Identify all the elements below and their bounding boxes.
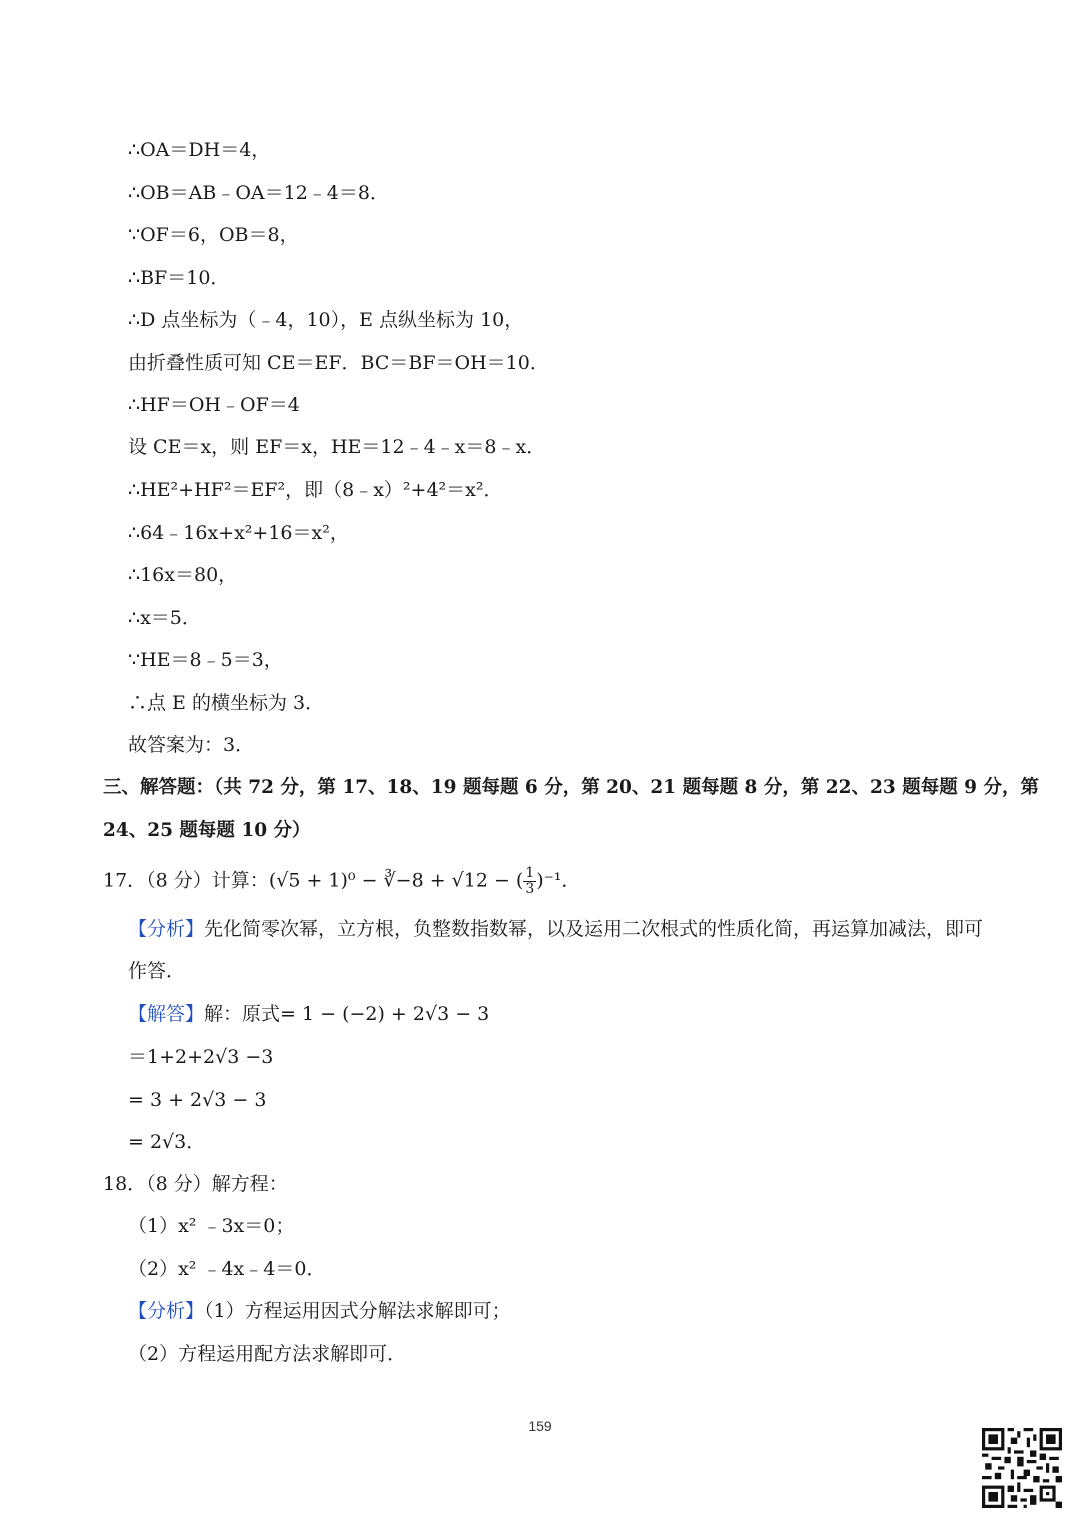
q18-analysis: 【分析】（1）方程运用因式分解法求解即可；: [128, 1300, 511, 1322]
section-heading-cont: 24、25 题每题 10 分）: [103, 820, 311, 841]
q18-part1: （1）x² ﹣3x＝0；: [128, 1215, 295, 1237]
q18-question: 18．（8 分）解方程：: [103, 1173, 288, 1195]
step-line: ∴x＝5．: [128, 607, 201, 629]
step-line: 由折叠性质可知 CE＝EF．BC＝BF＝OH＝10．: [128, 352, 549, 374]
step-line: ∴点 E 的横坐标为 3．: [128, 692, 325, 714]
q18-analysis-cont: （2）方程运用配方法求解即可．: [128, 1343, 407, 1365]
step-line: ∵HE＝8﹣5＝3，: [128, 649, 283, 671]
q17-answer-step: ＝1+2+2√3 −3: [128, 1046, 274, 1068]
analysis-tag: 【分析】: [128, 1300, 205, 1322]
q17-answer: 【解答】解：原式= 1 − (−2) + 2√3 − 3: [128, 1003, 490, 1025]
step-line: ∴HE²+HF²＝EF²，即（8﹣x）²+4²＝x²．: [128, 479, 503, 501]
step-line: ∴BF＝10．: [128, 267, 230, 289]
step-line: ∵OF＝6，OB＝8，: [128, 224, 299, 246]
answer-tag: 【解答】: [128, 1003, 205, 1025]
q17-label: 17．（8 分）计算：: [103, 869, 269, 892]
step-line: 设 CE＝x，则 EF＝x，HE＝12﹣4﹣x＝8﹣x．: [128, 436, 546, 458]
q17-answer-step: = 2√3．: [128, 1131, 206, 1153]
page-number: 159: [528, 1418, 552, 1434]
q17-expr-a: (√5 + 1)⁰ − ∛−8 + √12 − (: [268, 869, 524, 892]
q17-expr-b: )⁻¹．: [536, 869, 581, 892]
q17-analysis: 【分析】先化简零次幂，立方根，负整数指数幂，以及运用二次根式的性质化简，再运算加减法，即可: [128, 918, 984, 940]
step-line: ∴16x＝80，: [128, 564, 238, 586]
analysis-tag: 【分析】: [128, 918, 205, 940]
q17-analysis-cont: 作答．: [128, 960, 186, 982]
q18-part2: （2）x² ﹣4x﹣4＝0．: [128, 1258, 326, 1280]
step-line: ∴OA＝DH＝4，: [128, 139, 271, 161]
step-line: 故答案为：3．: [128, 734, 255, 756]
step-line: ∴64﹣16x+x²+16＝x²，: [128, 522, 349, 544]
qr-code-icon: [982, 1428, 1062, 1508]
step-line: ∴D 点坐标为（﹣4，10），E 点纵坐标为 10，: [128, 309, 524, 331]
step-line: ∴OB＝AB﹣OA＝12﹣4＝8．: [128, 182, 389, 204]
q17-question: [103, 866, 580, 897]
q17-answer-step: = 3 + 2√3 − 3: [128, 1089, 267, 1111]
step-line: ∴HF＝OH﹣OF＝4: [128, 394, 300, 416]
section-heading: 三、解答题：（共 72 分，第 17、18、19 题每题 6 分，第 20、21 题每题 8 分，第 22、23 题每题 9 分，第: [103, 777, 1039, 798]
fraction: $\frac{1}{3}$: [525, 865, 535, 897]
